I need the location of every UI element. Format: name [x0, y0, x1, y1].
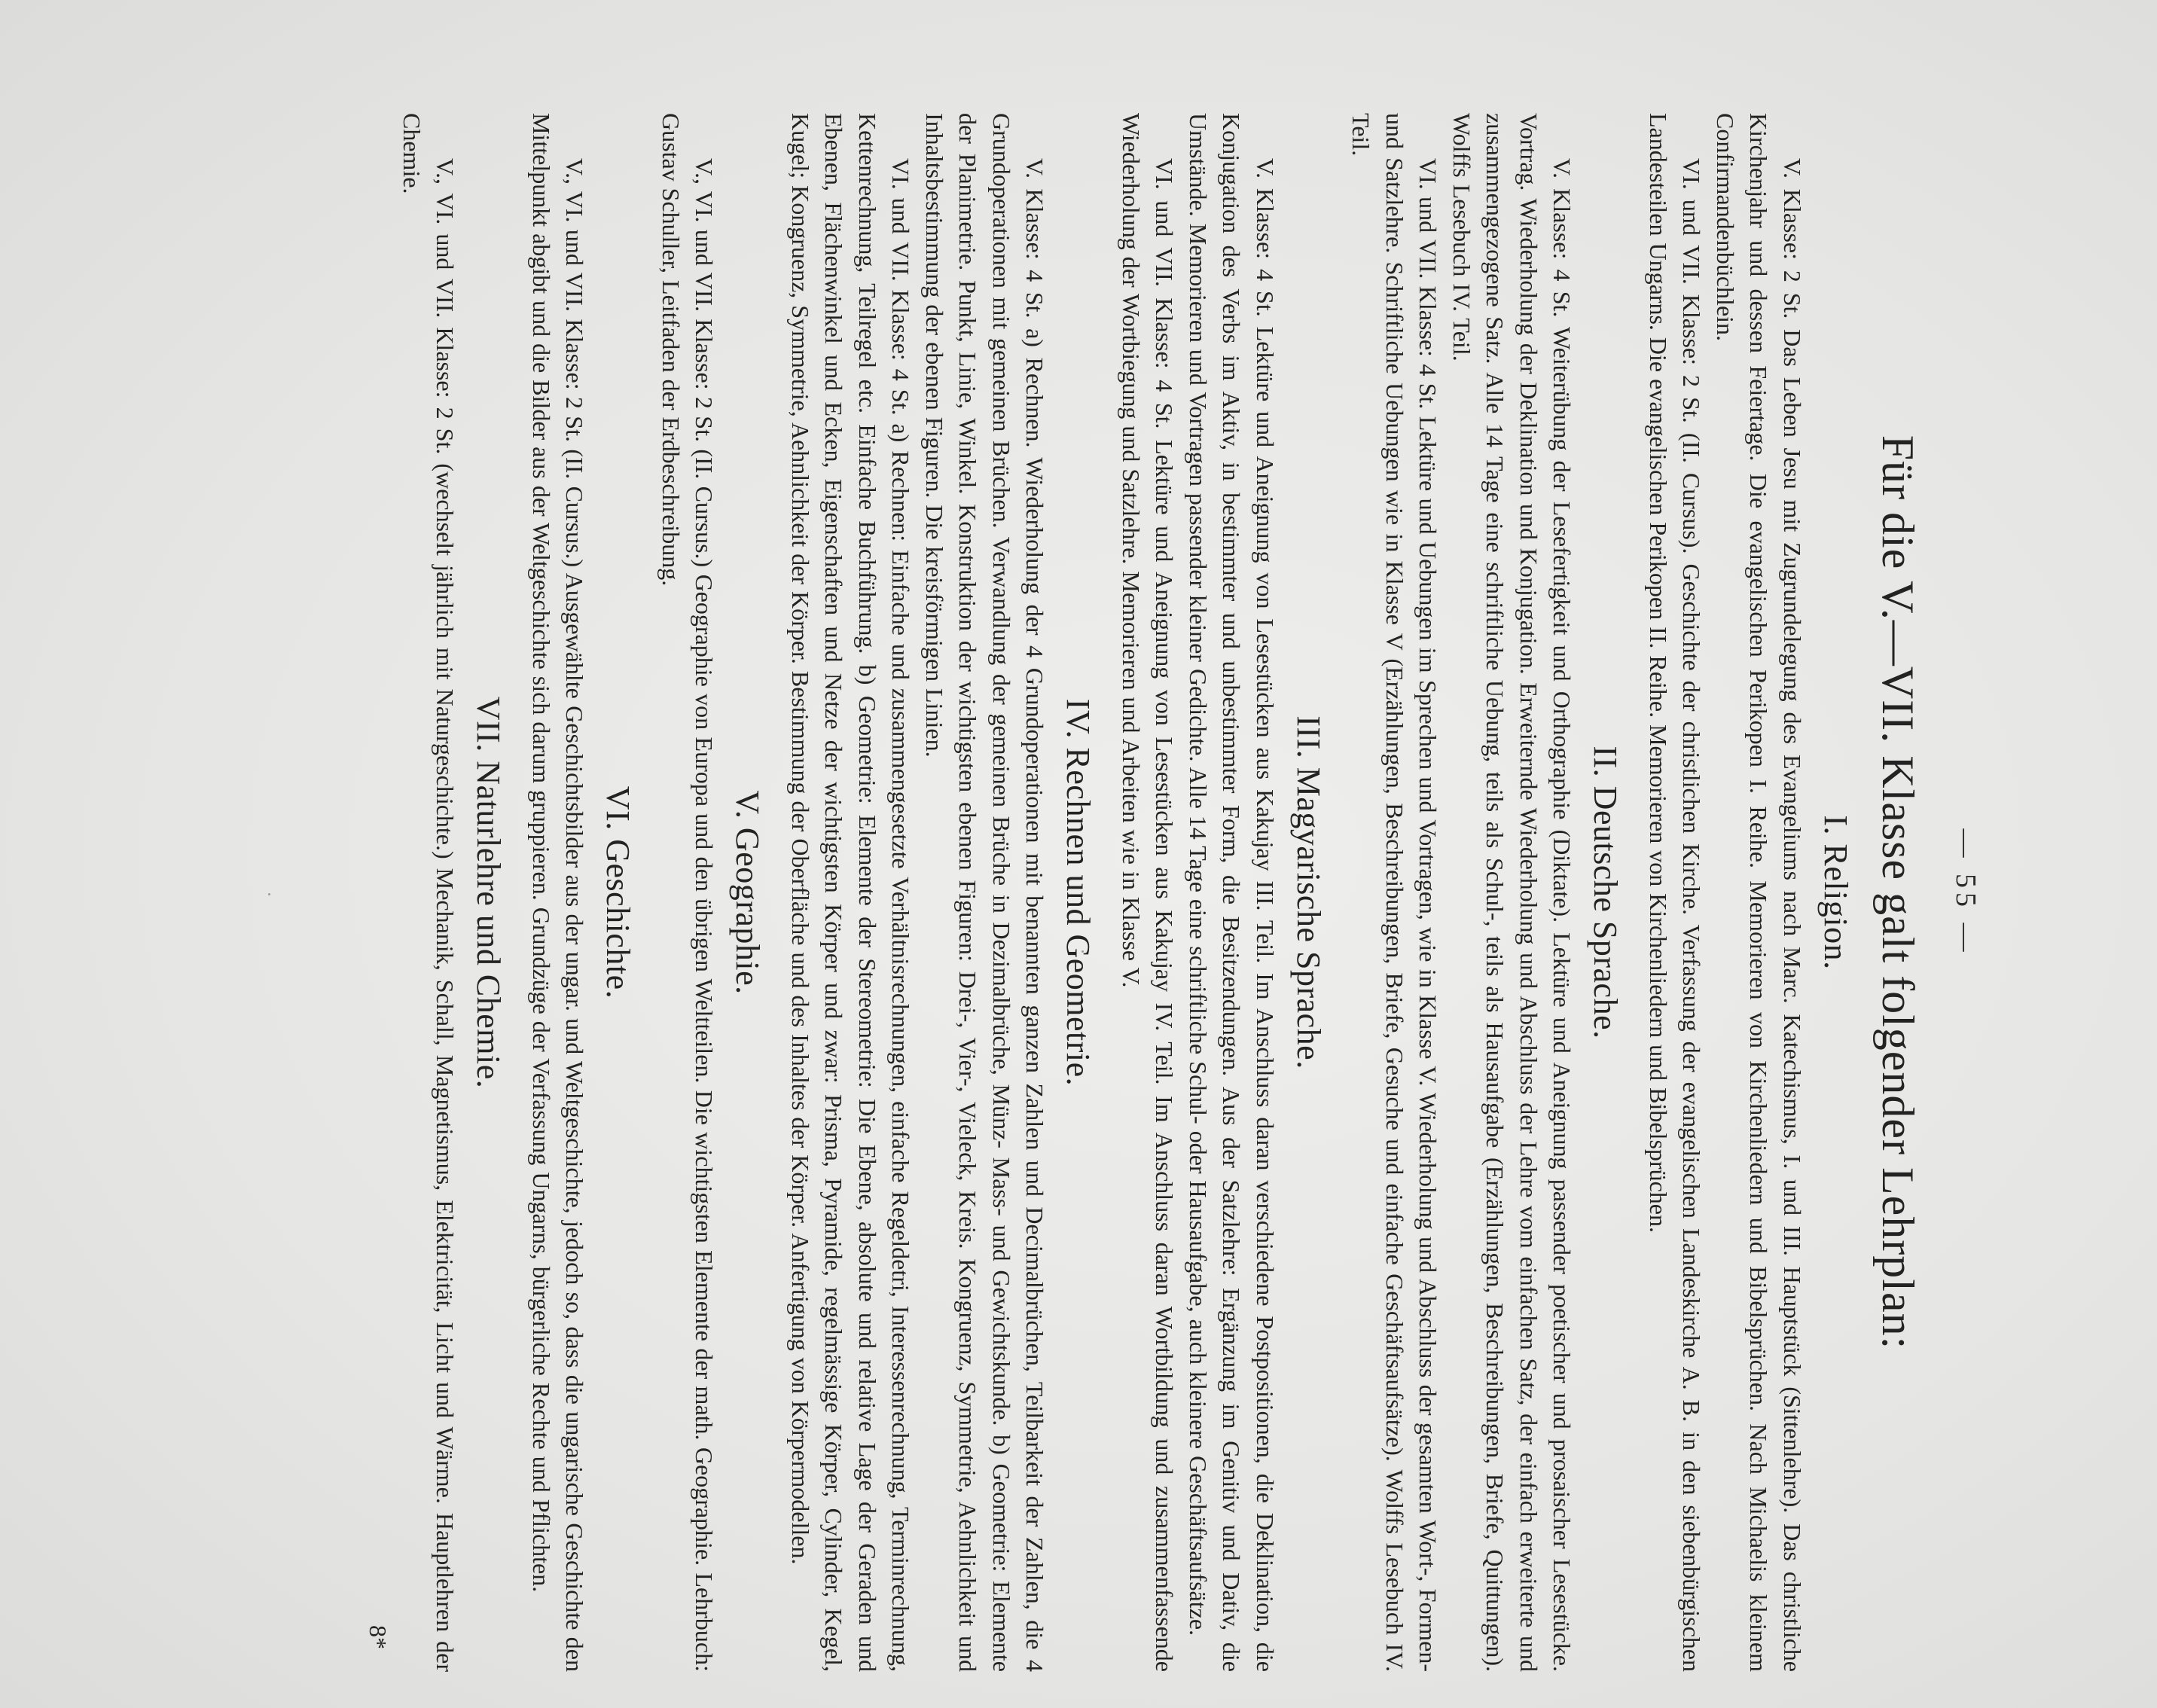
section-magyarische-sprache: [1115, 113, 1329, 1672]
section-heading: V. Geographie.: [729, 790, 767, 995]
section-geographie: [654, 113, 767, 1672]
section-paragraph: VI. und VII. Klasse: 4 St. Lektüre und Uebungen im Sprechen und Vortragen, wie in Klasse V. Wiederholung und Abschluss der gesamten Wort-, Formen- und Satzlehre. Schriftliche Uebungen wie in Klasse V (Erzählungen, Beschreibungen, Briefe, Gesuche und einfache Geschäftsaufsätze). Wolffs Lesebuch IV. Teil.: [1347, 113, 1442, 1672]
section-heading: III. Magyarische Sprache.: [1290, 715, 1327, 1069]
section-rechnen-geometrie: [784, 113, 1098, 1672]
rotated-text-block: [220, 90, 2005, 1694]
section-paragraph: VI. und VII. Klasse: 4 St. a) Rechnen: Einfache und zusammengesetzte Verhältnisrechnungen, einfache Regeldetri, Interessenrechnung, Terminrechnung, Kettenrechnung, Teilregel etc. Einfache Buchführung. b) Geometrie: Elemente der Stereometrie: Die Ebene, absolute und relative Lage der Geraden und Ebenen, Flächenwinkel und Ecken, Eigenschaften und Netze der wichtigsten Körper und zwar: Prisma, Pyramide, regelmässige Körper, Cylinder, Kegel, Kugel; Kongruenz, Symmetrie, Aehnlichkeit der Körper. Bestimmung der Oberfläche und des Inhaltes der Körper. Anfertigung von Körpermodellen.: [787, 113, 915, 1672]
section-paragraph: VI. und VII. Klasse: 4 St. Lektüre und Aneignung von Lesestücken aus Kakujay IV. Teil. Im Anschluss daran Wortbildung und zusammenfassende Wiederholung der Wortbiegung und Satzlehre. Memorieren und Arbeiten wie in Klasse V.: [1118, 113, 1179, 1672]
section-paragraph: V. Klasse: 4 St. Weiterübung der Lesefertigkeit und Orthographie (Diktate). Lektüre und Aneignung passender poetischer und prosaischer Lesestücke. Vortrag. Wiederholung der Deklination und Konjugation. Erweiternde Wiederholung und Abschluss der Lehre vom einfachen Satz, der einfach erweiterte und zusammengezogene Satz. Alle 14 Tage eine schriftliche Uebung, teils als Schul-, teils als Hausaufgabe (Erzählungen, Beschreibungen, Briefe, Quittungen). Wolffs Lesebuch IV. Teil.: [1448, 113, 1576, 1672]
section-heading: VII. Naturlehre und Chemie.: [470, 696, 508, 1089]
section-paragraph: V. Klasse: 4 St. a) Rechnen. Wiederholung der 4 Grundoperationen mit benannten ganzen Zahlen und Decimalbrüchen, Teilbarkeit der Zahlen, die 4 Grundoperationen mit gemeinen Brüchen. Verwandlung der gemeinen Brüche in Dezimalbrüche, Münz- Mass- und Gewichtskunde. b) Geometrie: Elemente der Planimetrie. Punkt, Linie, Winkel. Konstruktion der wichtigsten ebenen Figuren: Drei-, Vier-, Vieleck, Kreis. Kongruenz, Symmetrie, Aehnlichkeit und Inhaltsbestimmung der ebenen Figuren. Die kreisförmigen Linien.: [921, 113, 1049, 1672]
page-title: Für die V.—VII. Klasse galt folgender Lehrplan:: [1873, 435, 1923, 1350]
section-paragraph: V., VI. und VII. Klasse: 2 St. (II. Cursus.) Geographie von Europa und den übrigen Weltteilen. Die wichtigsten Elemente der math. Geographie. Lehrbuch: Gustav Schuller, Leitfaden der Erdbeschreibung.: [657, 113, 718, 1672]
section-religion: [1642, 113, 1856, 1672]
section-paragraph: VI. und VII. Klasse: 2 St. (II. Cursus). Geschichte der christlichen Kirche. Verfassung der evangelischen Landeskirche A. B. in den siebenbürgischen Landesteilen Ungarns. Die evangelischen Perikopen II. Reihe. Memorieren von Kirchenliedern und Bibelsprüchen.: [1645, 113, 1706, 1672]
section-paragraph: V. Klasse: 4 St. Lektüre und Aneignung von Lesestücken aus Kakujay III. Teil. Im Anschluss daran verschiedene Postpositionen, die Deklination, die Konjugation des Verbs im Aktiv, in bestimmter und unbestimmter Form, die Besitzendungen. Aus der Satzlehre: Ergänzung im Genitiv und Dativ, die Umstände. Memorieren und Vortragen passender kleiner Gedichte. Alle 14 Tage eine schriftliche Schul- oder Hausaufgabe, auch kleinere Geschäftsaufsätze.: [1185, 113, 1279, 1672]
section-heading: VI. Geschichte.: [600, 785, 637, 999]
section-heading: IV. Rechnen und Geometrie.: [1060, 698, 1097, 1087]
section-paragraph: V., VI. und VII. Klasse: 2 St. (wechselt jährlich mit Naturgeschichte.) Mechanik, Schall, Magnetismus, Elektricität, Licht und Wärme. Hauptlehren der Chemie.: [398, 113, 459, 1672]
section-deutsche-sprache: [1344, 113, 1625, 1672]
section-naturlehre-chemie: [395, 113, 508, 1672]
section-heading: II. Deutsche Sprache.: [1587, 746, 1625, 1039]
section-geschichte: [525, 113, 638, 1672]
page-number: — 55 —: [1950, 828, 1982, 956]
signature-mark: 8*: [365, 1625, 392, 1649]
section-paragraph: V. Klasse: 2 St. Das Leben Jesu mit Zugrundelegung des Evangeliums nach Marc. Katechismus, I. und III. Hauptstück (Sittenlehre). Das christliche Kirchenjahr und dessen Feiertage. Die evangelischen Perikopen I. Reihe. Memorieren von Kirchenliedern und Bibelsprüchen. Nach Michaelis kleinem Confirmandenbüchlein.: [1712, 113, 1806, 1672]
section-heading: I. Religion.: [1817, 815, 1854, 970]
section-paragraph: V., VI. und VII. Klasse: 2 St. (II. Cursus.) Ausgewählte Geschichtsbilder aus der ungar. und Weltgeschichte, jedoch so, dass die ungarische Geschichte den Mittelpunkt abgibt und die Bilder aus der Weltgeschichte sich darum gruppieren. Grundzüge der Verfassung Ungarns, bürgerliche Rechte und Pflichten.: [528, 113, 589, 1672]
